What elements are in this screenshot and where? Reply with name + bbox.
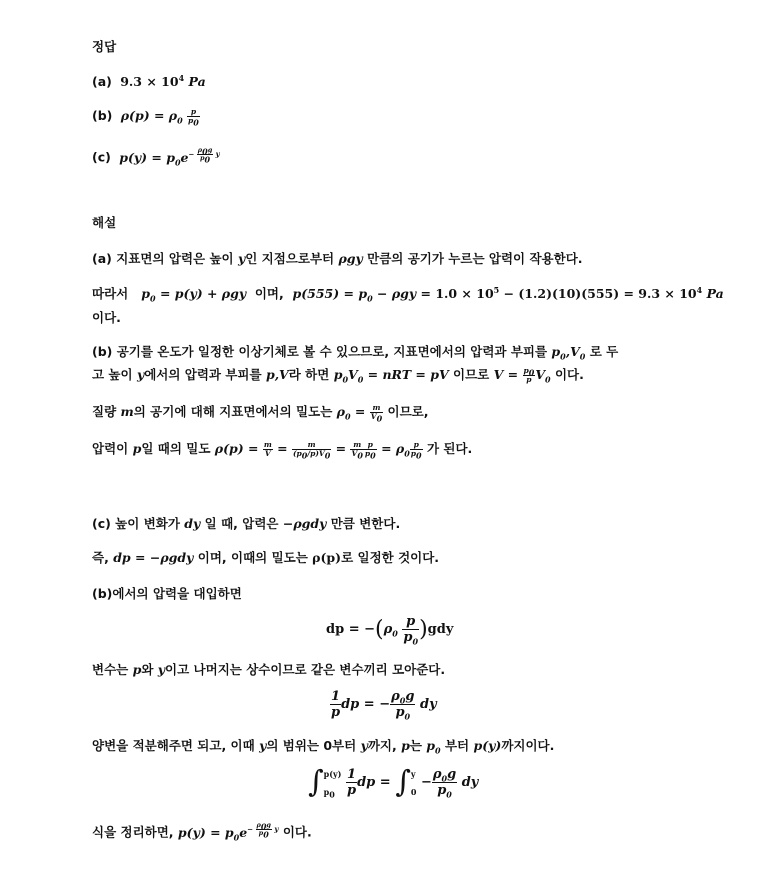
expl-c-line5: 양변을 적분해주면 되고, 이때 y의 범위는 0부터 y까지, p는 $p_0$ 부터 p(y)까지이다. bbox=[92, 738, 555, 756]
expl-b-line2: 고 높이 y에서의 압력과 부피를 p,V라 하면 $p_0V_0$ = nRT = pV 이므로 V = $\frac{p_0}{p}$ $V_0$ 이다. bbox=[92, 366, 584, 385]
answer-c bbox=[92, 147, 220, 166]
expl-c-line1: (c) 높이 변화가 dy 일 때, 압력은 −ρgdy 만큼 변한다. bbox=[92, 516, 401, 531]
answer-b-formula: $\rho(p) = \rho_0$ $\frac{p}{p_0}$ bbox=[120, 107, 199, 128]
answer-a-value: $9.3 \times 10^4$ Pa bbox=[120, 72, 206, 89]
equation-integral: ∫ p(y) $p_0$ $\frac{1}{p}$ dp = ∫ y 0 − $\frac{\rho_0g}{p_0}$ dy bbox=[308, 764, 479, 800]
expl-c-line2: 즉, dp = −ρgdy 이며, 이때의 밀도는 ρ(p)로 일정한 것이다. bbox=[92, 550, 440, 565]
explanation-heading: 해설 bbox=[92, 215, 117, 230]
expl-b-line3: 질량 m의 공기에 대해 지표면에서의 밀도는 $\rho_0$ = $\frac{m}{V_0}$ 이므로, bbox=[92, 403, 429, 424]
answer-c-formula: $p(y) = p_0e-$ $\frac{\rho_0g}{p_0}$ y bbox=[119, 146, 220, 168]
answer-heading: 정답 bbox=[92, 39, 117, 54]
equation-separated: $\frac{1}{p}$ dp = − $\frac{\rho_0g}{p_0}$ dy bbox=[331, 689, 437, 722]
expl-a-line3: 이다. bbox=[92, 310, 121, 325]
expl-c-line3: (b)에서의 압력을 대입하면 bbox=[92, 586, 242, 601]
expl-b-line4: 압력이 p일 때의 밀도 ρ(p) = $\frac{m}{V}$ = $\frac{m}{(p_0/p)V_0}$ = $\frac{m}{V_0}$ $\frac{p}{p_0}$ = $\rho_0$ $\frac{p}{p_0}$ 가 된다. bbox=[92, 440, 473, 461]
answer-b bbox=[92, 107, 200, 128]
equation-dp: dp = $-(\rho_0$ $\frac{p}{p_0}$ )gdy bbox=[326, 614, 454, 647]
answer-b-label: (b) bbox=[92, 108, 113, 123]
expl-a-line2: 따라서 $p_0 = p(y) + \rho gy$ 이며, $p(555) = p_0 - \rho gy = 1.0 \times 10^5 - (1.2)(10)(555) = 9.3 \times 10^4$ Pa bbox=[92, 284, 724, 304]
expl-c-line4: 변수는 p와 y이고 나머지는 상수이므로 같은 변수끼리 모아준다. bbox=[92, 662, 446, 677]
expl-a-line1: (a) 지표면의 압력은 높이 y인 지점으로부터 ρgy 만큼의 공기가 누르는 압력이 작용한다. bbox=[92, 251, 583, 266]
expl-c-line6: 식을 정리하면, $p(y) = p_0e-$ $\frac{\rho_0g}{p_0}$ y 이다. bbox=[92, 821, 312, 843]
answer-a bbox=[92, 73, 206, 90]
answer-c-label: (c) bbox=[92, 149, 111, 165]
answer-a-label: (a) bbox=[92, 74, 112, 89]
expl-b-line1: (b) 공기를 온도가 일정한 이상기체로 볼 수 있으므로, 지표면에서의 압력과 부피를 $p_0,V_0$ 로 두 bbox=[92, 344, 619, 362]
